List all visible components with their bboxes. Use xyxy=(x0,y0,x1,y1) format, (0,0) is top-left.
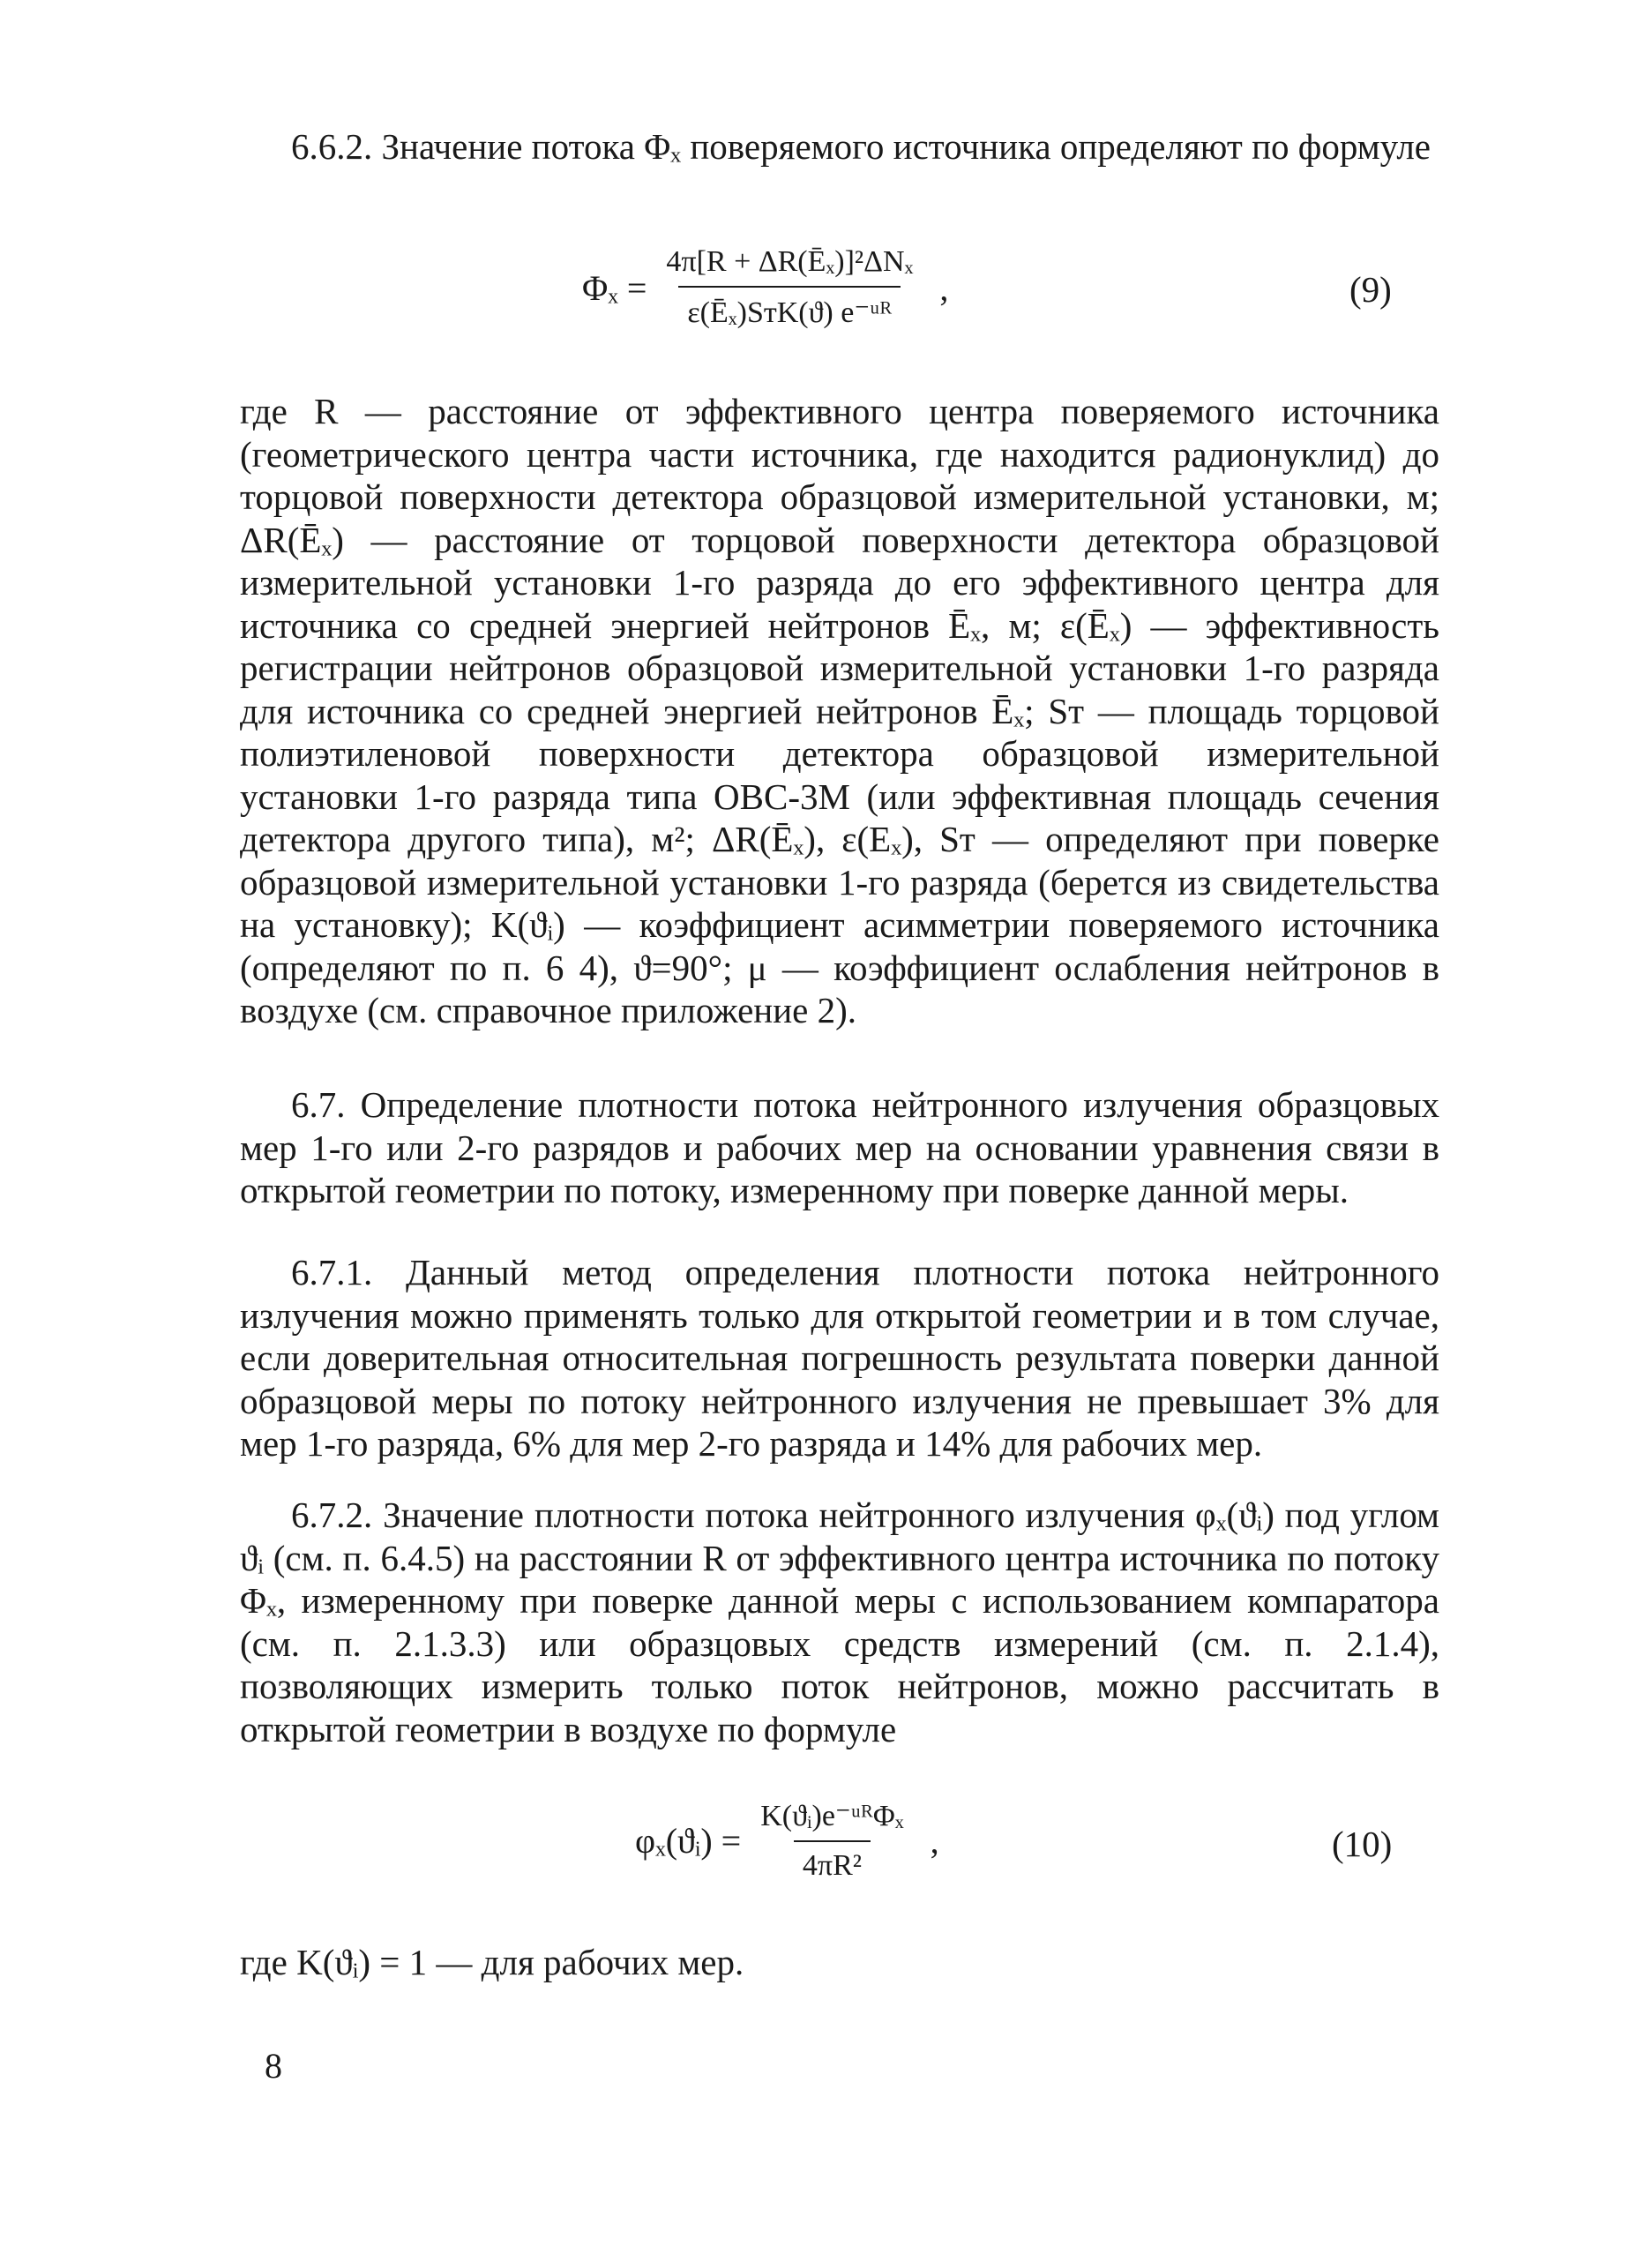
paragraph-6-7-1: 6.7.1. Данный метод определения плотности потока нейтронного излучения можно применять только для открытой геометрии и в том случае, если доверительная относительная погрешность результата поверки данной образцовой меры по потоку нейтронного излучения не превышает 3% для мер 1-го разряда, 6% для мер 2-го разряда и 14% для рабочих мер. xyxy=(240,1252,1439,1464)
formula-9-numerator: 4π[R + ΔR(Ēₓ)]²ΔNₓ xyxy=(666,245,914,278)
formula-9 xyxy=(582,245,948,330)
page-number: 8 xyxy=(265,2046,282,2086)
paragraph-6-6-2-intro: 6.6.2. Значение потока Φₓ поверяемого источника определяют по формуле xyxy=(291,126,1431,167)
formula-10 xyxy=(635,1798,939,1883)
formula-10-denominator: 4πR² xyxy=(794,1840,871,1883)
formula-10-number: (10) xyxy=(1332,1824,1393,1864)
formula-10-comma: , xyxy=(930,1820,939,1861)
formula-10-fraction xyxy=(751,1798,912,1883)
formula-9-denominator: ε(Ēₓ)SтK(ϑ) e⁻ᵘᴿ xyxy=(678,286,901,330)
formula-9-comma: , xyxy=(939,267,949,308)
formula-10-lhs: φₓ(ϑᵢ) = xyxy=(635,1820,742,1861)
paragraph-6-7: 6.7. Определение плотности потока нейтронного излучения образцовых мер 1-го или 2-го разрядов и рабочих мер на основании уравнения связи в открытой геометрии по потоку, измеренному при поверке данной меры. xyxy=(240,1084,1439,1210)
paragraph-where-10: где K(ϑᵢ) = 1 — для рабочих мер. xyxy=(240,1942,744,1982)
formula-9-fraction xyxy=(657,245,922,330)
formula-10-numerator: K(ϑᵢ)e⁻ᵘᴿΦₓ xyxy=(760,1800,904,1832)
formula-9-number: (9) xyxy=(1349,269,1392,310)
formula-9-lhs: Φₓ = xyxy=(582,267,647,308)
paragraph-where-9: где R — расстояние от эффективного центра поверяемого источника (геометрического центра части источника, где находится радионуклид) до торцовой поверхности детектора образцовой измерительной установки, м; ΔR(Ēₓ) — расстояние от торцовой поверхности детектора образцовой измерительной установки 1-го разряда до его эффективного центра для источника со средней энергией нейтронов Ēₓ, м; ε(Ēₓ) — эффективность регистрации нейтронов образцовой измерительной установки 1-го разряда для источника со средней энергией нейтронов Ēₓ; Sт — площадь торцовой полиэтиленовой поверхности детектора образцовой измерительной установки 1-го разряда типа ОВС-3М (или эффективная площадь сечения детектора другого типа), м²; ΔR(Ēₓ), ε(Eₓ), Sт — определяют при поверке образцовой измерительной установки 1-го разряда (берется из свидетельства на установку); K(ϑᵢ) — коэффициент асимметрии поверяемого источника (определяют по п. 6 4), ϑ=90°; μ — коэффициент ослабления нейтронов в воздухе (см. справочное приложение 2). xyxy=(240,391,1439,1030)
paragraph-6-7-2: 6.7.2. Значение плотности потока нейтронного излучения φₓ(ϑᵢ) под углом ϑᵢ (см. п. 6.4.5) на расстоянии R от эффективного центра источника по потоку Φₓ, измеренному при поверке данной меры с использованием компаратора (см. п. 2.1.3.3) или образцовых средств измерений (см. п. 2.1.4), позволяющих измерить только поток нейтронов, можно рассчитать в открытой геометрии в воздухе по формуле xyxy=(240,1495,1439,1749)
